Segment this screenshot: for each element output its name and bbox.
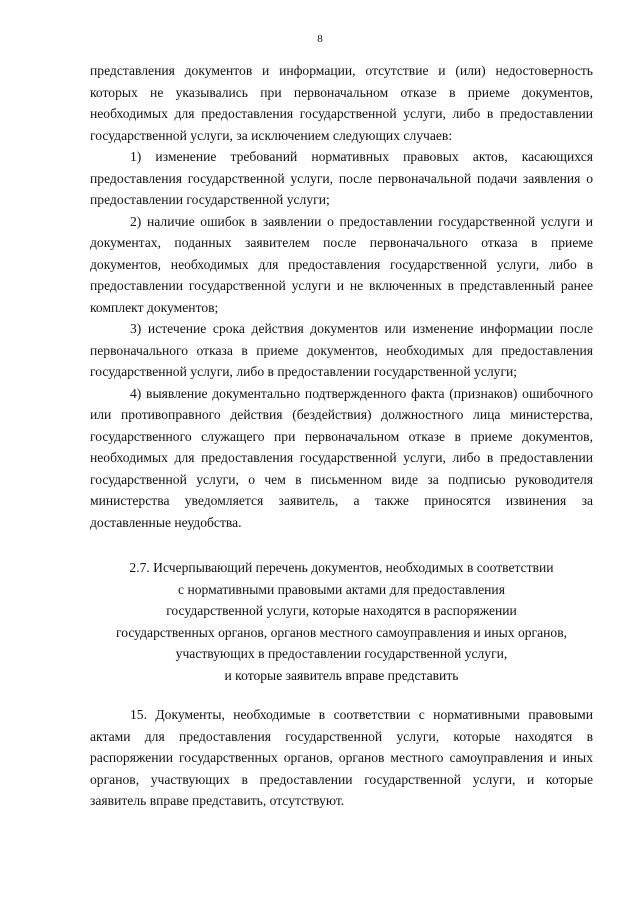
section-heading-line: 2.7. Исчерпывающий перечень документов, необходимых в соответствии: [129, 560, 554, 575]
document-body: [90, 60, 593, 812]
list-item-4: 4) выявление документально подтвержденного факта (признаков) ошибочного или противоправного действия (бездействия) должностного лица министерства, государственного служащего при первоначальном отказе в приеме документов, необходимых для предоставления государственной услуги, либо в предоставлении государственной услуги, о чем в письменном виде за подписью руководителя министерства уведомляется заявитель, а также приносятся извинения за доставленные неудобства.: [90, 385, 593, 530]
section-heading-line: участвующих в предоставлении государственной услуги,: [175, 646, 508, 661]
section-heading-line: с нормативными правовыми актами для предоставления: [178, 581, 505, 597]
list-item-1: 1) изменение требований нормативных правовых актов, касающихся предоставления государственной услуги, после первоначальной подачи заявления о предоставлении государственной услуги;: [90, 149, 593, 207]
paragraph-intro: представления документов и информации, отсутствие и (или) недостоверность которых не указывались при первоначальном отказе в приеме документов, необходимых для предоставления государственной услуги, либо в предоставлении государственной услуги, за исключением следующих случаев:: [90, 63, 593, 143]
section-heading-line: и которые заявитель вправе представить: [224, 667, 459, 683]
list-item-3: 3) истечение срока действия документов или изменение информации после первоначального отказа в приеме документов, необходимых для предоставления государственной услуги, либо в предоставлении государственной услуги;: [90, 321, 593, 379]
page-number: 8: [317, 33, 323, 45]
section-heading-line: государственной услуги, которые находятся в распоряжении: [166, 603, 517, 618]
section-heading-line: государственных органов, органов местного самоуправления и иных органов,: [115, 624, 568, 640]
section-heading: [90, 557, 593, 686]
paragraph-15: 15. Документы, необходимые в соответствии с нормативными правовыми актами для предоставления государственной услуги, которые находятся в распоряжении государственных органов, органов местного самоуправления и иных органов, участвующих в предоставлении государственной услуги, и которые заявитель вправе представить, отсутствуют.: [90, 707, 593, 808]
list-item-2: 2) наличие ошибок в заявлении о предоставлении государственной услуги и документах, поданных заявителем после первоначального отказа в приеме документов, необходимых для предоставления государственной услуги, либо в предоставлении государственной услуги и не включенных в представленный ранее комплект документов;: [90, 213, 593, 315]
